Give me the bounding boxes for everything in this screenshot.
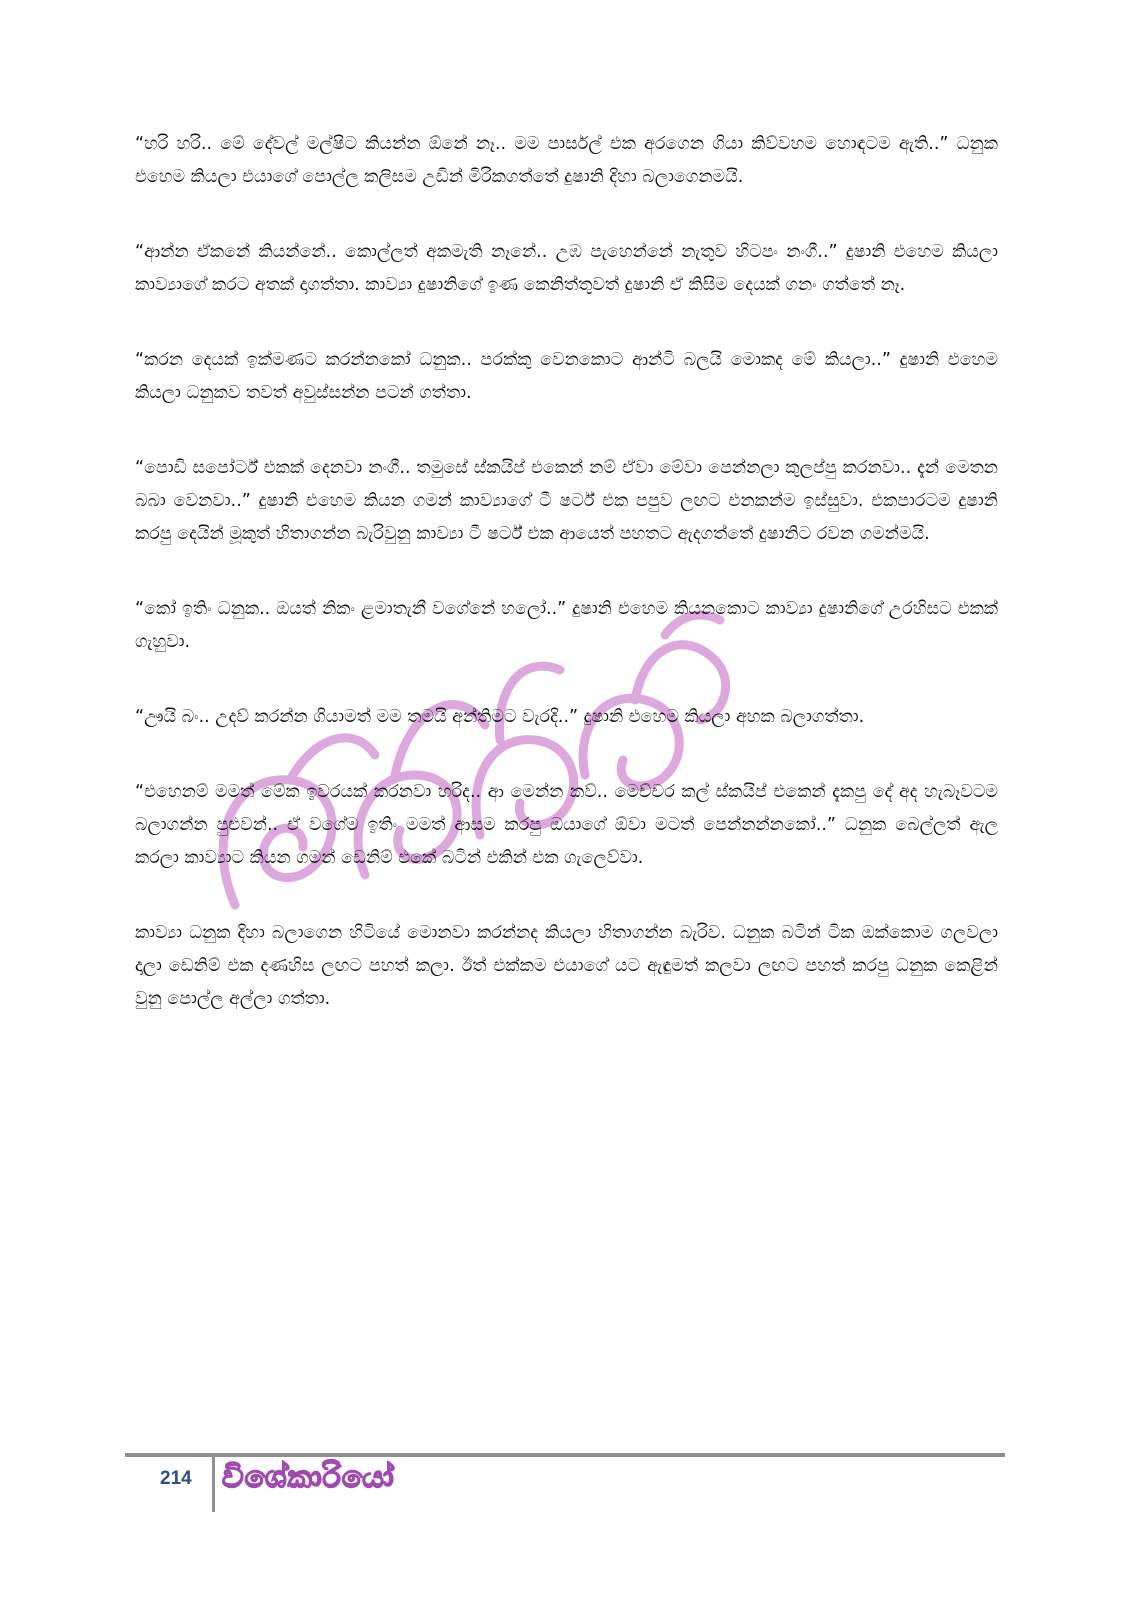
paragraph: “ඌයි බං.. උදව් කරන්න ගියාමත් මම තමයි අන්තිමට වැරදි..” දුෂානි එහෙම කියලා අහක බලාගත්තා. [135,707,865,727]
footer-rule [125,1453,1005,1457]
paragraph: “කෝ ඉතිං ධනුක.. ඔයත් නිකං ළමාතැනී වගේනේ හලෝ..” දුෂානි එහෙම කියනකොට කාව්‍යා දුෂානිගේ උරහිසට එකක් ගැහුවා. [135,599,998,652]
page-number: 214 [160,1468,192,1489]
paragraph: “එහෙනම් මමත් මේක ඉවරයක් කරනවා හරිද.. ආ මෙන්න කව්.. මෙච්චර කල් ස්කයිප් එකෙන් දැකපු දේ අද හැබෑවටම බලාගන්න පුළුවන්.. ඒ වගේම ඉතිං මමත් ආසම කරපු ඔයාගේ ඕවා මටත් පෙන්නන්නකෝ..” ධනුක බෙල්ලත් ඇල කරලා කාව්‍යාට කියන ගමන් ඩෙනිම් එකේ බටින් එකින් එක ගැලෙව්වා. [135,782,998,868]
footer-divider [212,1457,215,1512]
paragraph: “ආන්න ඒකනේ කියන්නේ.. කොල්ලත් අකමැති නෑනේ.. උඹ පැහෙන්නේ නැතුව හිටපං නංගී..” දුෂානි එහෙම කියලා කාව්‍යාගේ කරට අතක් දාගත්තා. කාව්‍යා දුෂානිගේ ඉණ කෙනිත්තුවත් දුෂානි ඒ කිසිම දෙයක් ගනං ගත්තේ නෑ. [135,242,998,295]
footer-book-title: විශේකාරියෝ [222,1460,395,1495]
body-text [135,128,998,1016]
paragraph: කාව්‍යා ධනුක දිහා බලාගෙන හිටියේ මොනවා කරන්නද කියලා හිතාගන්න බැරිව. ධනුක බටින් ටික ඔක්කොම ගලවලා දාලා ඩෙනිම් එක දණහිස ලඟට පහත් කලා. ඊත් එක්කම එයාගේ යට ඇඳුමත් කලවා ලඟට පහත් කරපු ධනුක කෙළින් වුනු පොල්ල අල්ලා ගත්තා. [135,923,998,1009]
paragraph: “පොඩි සපෝර්ට් එකක් දෙනවා නංගී.. තමුසේ ස්කයිප් එකෙන් නම් ඒවා මේවා පෙන්නලා කුලප්පු කරනවා.. දැන් මෙතන බබා වෙනවා..” දුෂානි එහෙම කියන ගමන් කාව්‍යාගේ ටී ෂර්ට් එක පපුව ලඟට එනකන්ම ඉස්සුවා. එකපාරටම දුෂානි කරපු දෙයින් මූකුත් හිතාගන්න බැරිවුනු කාව්‍යා ටී ෂර්ට් එක ආයෙත් පහතට ඇදගත්තේ දුෂානිට රවන ගමන්මයි. [135,458,998,544]
paragraph: “හරි හරි.. මේ දේවල් මල්ෂිට කියන්න ඕනේ නෑ.. මම පාර්සල් එක අරගෙන ගියා කිව්වහම හොඳටම ඇති..” ධනුක එහෙම කියලා එයාගේ පොල්ල කලිසම උඩින් මිරිකගත්තේ දුෂානි දිහා බලාගෙනමයි. [135,134,998,187]
paragraph: “කරන දෙයක් ඉක්මණට කරන්නකෝ ධනුක.. පරක්කු වෙනකොට ආන්ටි බලයි මොකද මේ කියලා..” දුෂානි එහෙම කියලා ධනුකව තවත් අවුස්සන්න පටන් ගත්තා. [135,350,998,403]
